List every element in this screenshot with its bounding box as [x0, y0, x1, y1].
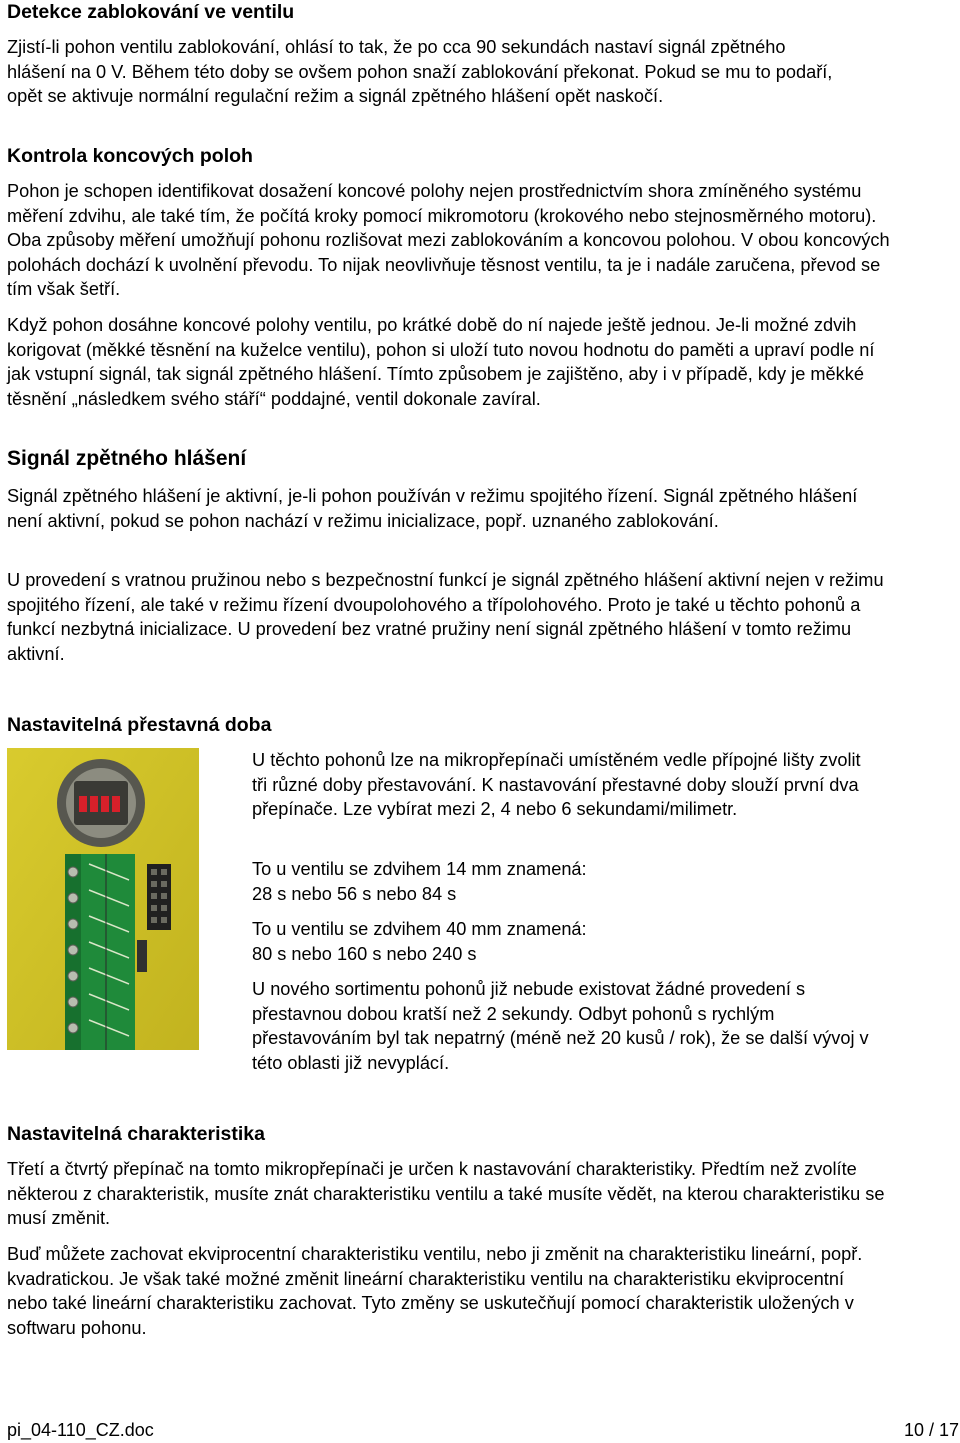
dip-switch-2 — [90, 796, 98, 812]
footer-filename: pi_04-110_CZ.doc — [7, 1420, 154, 1440]
heading-end-position-check: Kontrola koncových poloh — [7, 145, 253, 167]
heading-feedback-signal: Signál zpětného hlášení — [7, 447, 247, 470]
paragraph-feedback-1 — [7, 484, 897, 533]
text-blocking-detection: Zjistí-li pohon ventilu zablokování, ohlásí to tak, že po cca 90 sekundách nastaví signál zpětného hlášení na 0 V. Během této doby se ovšem pohon snaží zablokování překonat. Pokud se mu to podaří, opět se aktivuje normální regulační režim a signál zpětného hlášení opět naskočí. — [7, 37, 833, 106]
actuator-photo — [7, 748, 199, 1050]
pin-header — [147, 864, 171, 930]
text-adjustable-time-1: U těchto pohonů lze na mikropřepínači umístěném vedle přípojné lišty zvolit tři různé doby přestavování. K nastavování přestavné doby slouží první dva přepínače. Lze vybírat mezi 2, 4 nebo 6 sekundami/milimetr. — [252, 750, 861, 819]
text-end-position-2: Když pohon dosáhne koncové polohy ventilu, po krátké době do ní najede ještě jednou. Je-li možné zdvih korigovat (měkké těsnění na kuželce ventilu), pohon si uloží tuto novou hodnotu do paměti a upraví podle ní jak vstupní signál, tak signál zpětného hlášení. Tímto způsobem je zajištěno, aby i v případě, kdy je měkké těsnění „následkem svého stáří“ poddajné, ventil dokonale zavíral. — [7, 315, 875, 409]
paragraph-new-range — [252, 977, 952, 1075]
text-stroke-40mm-values: 80 s nebo 160 s nebo 240 s — [252, 943, 477, 964]
paragraph-characteristic-2 — [7, 1242, 882, 1340]
section-blocking-detection — [7, 0, 953, 24]
section-end-position-check — [7, 144, 953, 168]
section-feedback-signal — [7, 446, 953, 472]
dip-switch-4 — [112, 796, 120, 812]
text-end-position-1: Pohon je schopen identifikovat dosažení koncové polohy nejen prostřednictvím shora zmíněného systému měření zdvihu, ale také tím, že počítá kroky pomocí mikromotoru (krokového nebo stejnosměrného motoru). Oba způsoby měření umožňují pohonu rozlišovat mezi zablokováním a koncovou polohou. V obou koncových polohách dochází k uvolnění převodu. To nijak neovlivňuje těsnost ventilu, ta je i nadále zaručena, převod se tím však šetří. — [7, 181, 890, 299]
paragraph-characteristic-1 — [7, 1157, 902, 1231]
section-adjustable-characteristic — [7, 1122, 953, 1146]
paragraph-stroke-14mm — [252, 857, 952, 906]
paragraph-blocking-detection — [7, 35, 847, 109]
text-new-range: U nového sortimentu pohonů již nebude existovat žádné provedení s přestavnou dobou kratší než 2 sekundy. Odbyt pohonů s rychlým přestavováním byl tak nepatrný (méně než 20 kusů / rok), že se další vývoj v této oblasti již nevyplácí. — [252, 979, 869, 1073]
paragraph-adjustable-time-1 — [252, 748, 952, 822]
heading-adjustable-time: Nastavitelná přestavná doba — [7, 714, 272, 736]
heading-blocking-detection: Detekce zablokování ve ventilu — [7, 1, 295, 23]
paragraph-end-position-2 — [7, 313, 887, 411]
text-stroke-14mm-values: 28 s nebo 56 s nebo 84 s — [252, 883, 457, 904]
paragraph-stroke-40mm — [252, 917, 952, 966]
text-stroke-40mm-label: To u ventilu se zdvihem 40 mm znamená: — [252, 919, 587, 939]
text-characteristic-2: Buď můžete zachovat ekviprocentní charakteristiku ventilu, nebo ji změnit na charakteristiku lineární, popř. kvadratickou. Je však také možné změnit lineární charakteristiku ventilu na charakteristiku ekviprocentní nebo také lineární charakteristiku zachovat. Tyto změny se uskutečňují pomocí charakteristik uložených v softwaru pohonu. — [7, 1244, 863, 1338]
text-stroke-14mm-label: To u ventilu se zdvihem 14 mm znamená: — [252, 859, 587, 879]
heading-adjustable-characteristic: Nastavitelná charakteristika — [7, 1123, 265, 1145]
section-adjustable-time — [7, 713, 953, 737]
text-characteristic-1: Třetí a čtvrtý přepínač na tomto mikropřepínači je určen k nastavování charakteristiky. Předtím než zvolíte některou z charakteristik, musíte znát charakteristiku ventilu a také musíte vědět, na kterou charakteristiku se musí změnit. — [7, 1159, 885, 1228]
actuator-photo-illustration — [7, 748, 199, 1050]
dip-switch-1 — [79, 796, 87, 812]
dip-switch-3 — [101, 796, 109, 812]
text-feedback-2: U provedení s vratnou pružinou nebo s bezpečnostní funkcí je signál zpětného hlášení aktivní nejen v režimu spojitého řízení, ale také v režimu řízení dvoupolohového a třípolohového. Proto je také u těchto pohonů a funkcí nezbytná inicializace. U provedení bez vratné pružiny není signál zpětného hlášení v tomto režimu aktivní. — [7, 570, 884, 664]
footer-page-number: 10 / 17 — [903, 1420, 959, 1440]
text-feedback-1: Signál zpětného hlášení je aktivní, je-li pohon používán v režimu spojitého řízení. Signál zpětného hlášení není aktivní, pokud se pohon nachází v režimu inicializace, popř. uznaného zablokování. — [7, 486, 858, 531]
paragraph-feedback-2 — [7, 568, 912, 666]
paragraph-end-position-1 — [7, 179, 897, 302]
